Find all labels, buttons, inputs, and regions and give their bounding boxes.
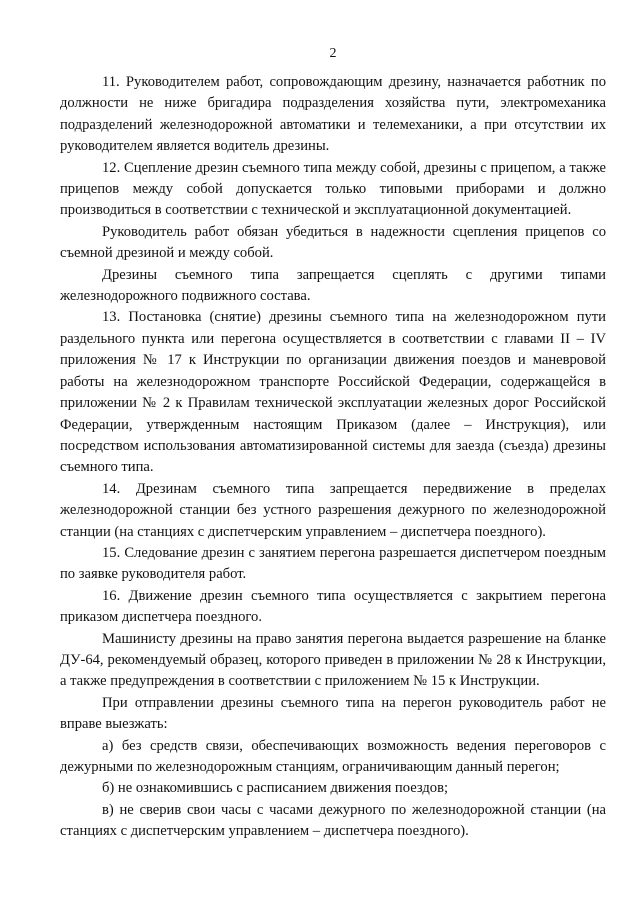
paragraph-16-permit: Машинисту дрезины на право занятия перегона выдается разрешение на бланке ДУ-64, рекомендуемый образец, которого приведен в приложении № 28 к Инструкции, а также предупреждения в соответствии с приложением № 15 к Инструкции. bbox=[60, 630, 606, 690]
paragraph-13: 13. Постановка (снятие) дрезины съемного типа на железнодорожном пути раздельного пункта или перегона осуществляется в соответствии с главами II – IV приложения № 17 к Инструкции по организации движения поездов и маневровой работы на железнодорожном транспорте Российской Федерации, содержащейся в приложении № 2 к Правилам технической эксплуатации железных дорог Российской Федерации, утвержденным настоящим Приказом (далее – Инструкция), или посредством использования автоматизированной системы для заезда (съезда) дрезины съемного типа. bbox=[60, 309, 606, 476]
list-item-v: в) не сверив свои часы с часами дежурного по железнодорожной станции (на станциях с диспетчерским управлением – диспетчера поездного). bbox=[60, 801, 606, 840]
list-item-b: б) не ознакомившись с расписанием движения поездов; bbox=[102, 780, 449, 797]
list-item-a: а) без средств связи, обеспечивающих возможность ведения переговоров с дежурными по железнодорожным станциям, ограничивающим данный перегон; bbox=[60, 737, 606, 775]
page-number: 2 bbox=[329, 46, 337, 61]
paragraph-16-departure-rules: При отправлении дрезины съемного типа на перегон руководитель работ не вправе выезжать: bbox=[60, 694, 606, 733]
paragraph-15: 15. Следование дрезин с занятием перегона разрешается диспетчером поездным по заявке руководителя работ. bbox=[60, 544, 606, 583]
paragraph-12: 12. Сцепление дрезин съемного типа между собой, дрезины с прицепом, а также прицепов между собой допускается только типовыми приборами и должно производиться в соответствии с технической и эксплуатационной документацией. bbox=[60, 159, 606, 219]
paragraph-16: 16. Движение дрезин съемного типа осуществляется с закрытием перегона приказом диспетчера поездного. bbox=[60, 587, 606, 626]
paragraph-11: 11. Руководителем работ, сопровождающим дрезину, назначается работник по должности не ниже бригадира подразделения хозяйства пути, электромеханика подразделений железнодорожной автоматики и телемеханики, а при отсутствии их руководителем является водитель дрезины. bbox=[60, 74, 606, 155]
paragraph-12-coupling-ban: Дрезины съемного типа запрещается сцеплять с другими типами железнодорожного подвижного состава. bbox=[60, 266, 606, 305]
paragraph-14: 14. Дрезинам съемного типа запрещается передвижение в пределах железнодорожной станции без устного разрешения дежурного по железнодорожной станции (на станциях с диспетчерским управлением – диспетчера поездного). bbox=[60, 480, 606, 540]
paragraph-12-coupling-check: Руководитель работ обязан убедиться в надежности сцепления прицепов со съемной дрезиной и между собой. bbox=[60, 223, 606, 262]
